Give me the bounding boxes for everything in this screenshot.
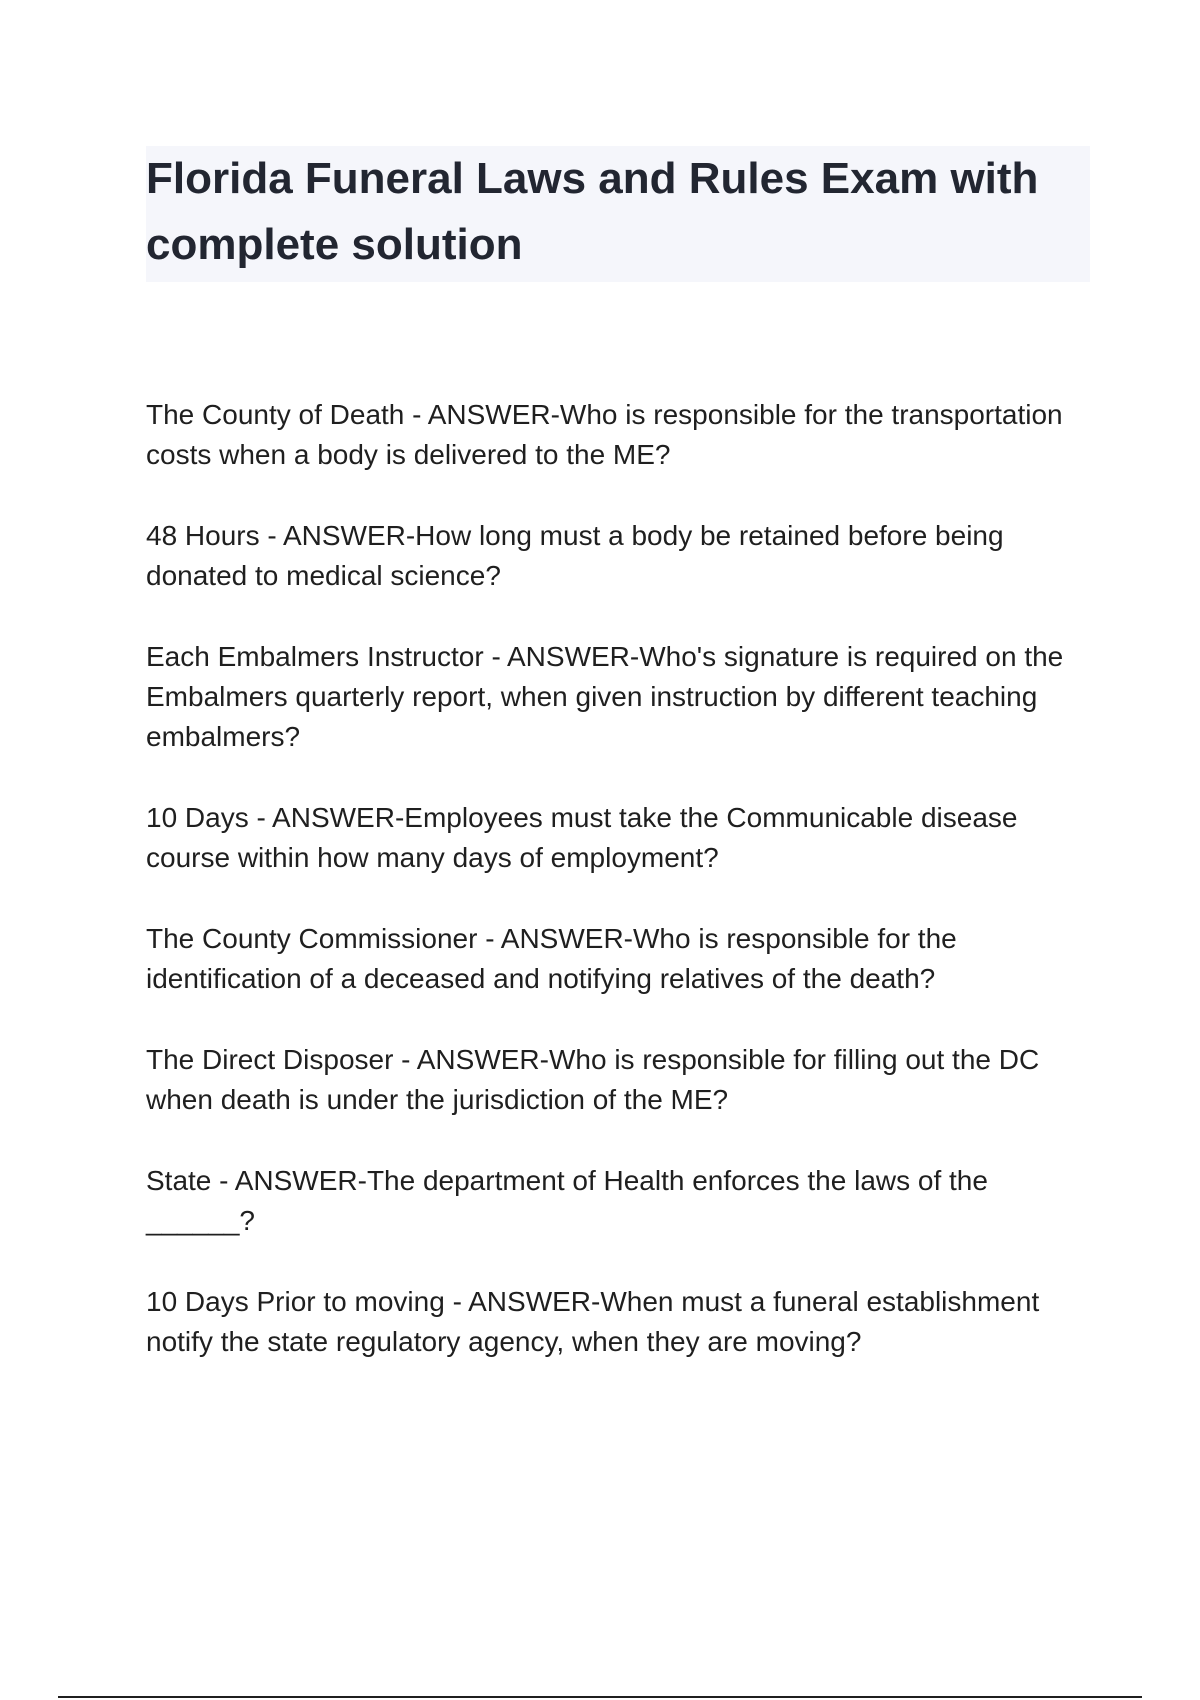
qa-list <box>146 395 1096 1403</box>
qa-item: State - ANSWER-The department of Health enforces the laws of the ______? <box>146 1165 988 1236</box>
title-banner <box>146 146 1090 282</box>
page-bottom-divider <box>58 1696 1142 1698</box>
qa-item: 10 Days Prior to moving - ANSWER-When must a funeral establishment notify the state regulatory agency, when they are moving? <box>146 1286 1040 1357</box>
qa-item: The Direct Disposer - ANSWER-Who is responsible for filling out the DC when death is under the jurisdiction of the ME? <box>146 1044 1040 1115</box>
qa-item: 48 Hours - ANSWER-How long must a body be retained before being donated to medical science? <box>146 520 1004 591</box>
document-title: Florida Funeral Laws and Rules Exam with complete solution <box>146 154 1039 269</box>
qa-item: Each Embalmers Instructor - ANSWER-Who's signature is required on the Embalmers quarterly report, when given instruction by different teaching embalmers? <box>146 641 1064 752</box>
qa-item: The County of Death - ANSWER-Who is responsible for the transportation costs when a body is delivered to the ME? <box>146 399 1063 470</box>
qa-item: The County Commissioner - ANSWER-Who is responsible for the identification of a deceased and notifying relatives of the death? <box>146 923 957 994</box>
qa-item: 10 Days - ANSWER-Employees must take the Communicable disease course within how many days of employment? <box>146 802 1018 873</box>
